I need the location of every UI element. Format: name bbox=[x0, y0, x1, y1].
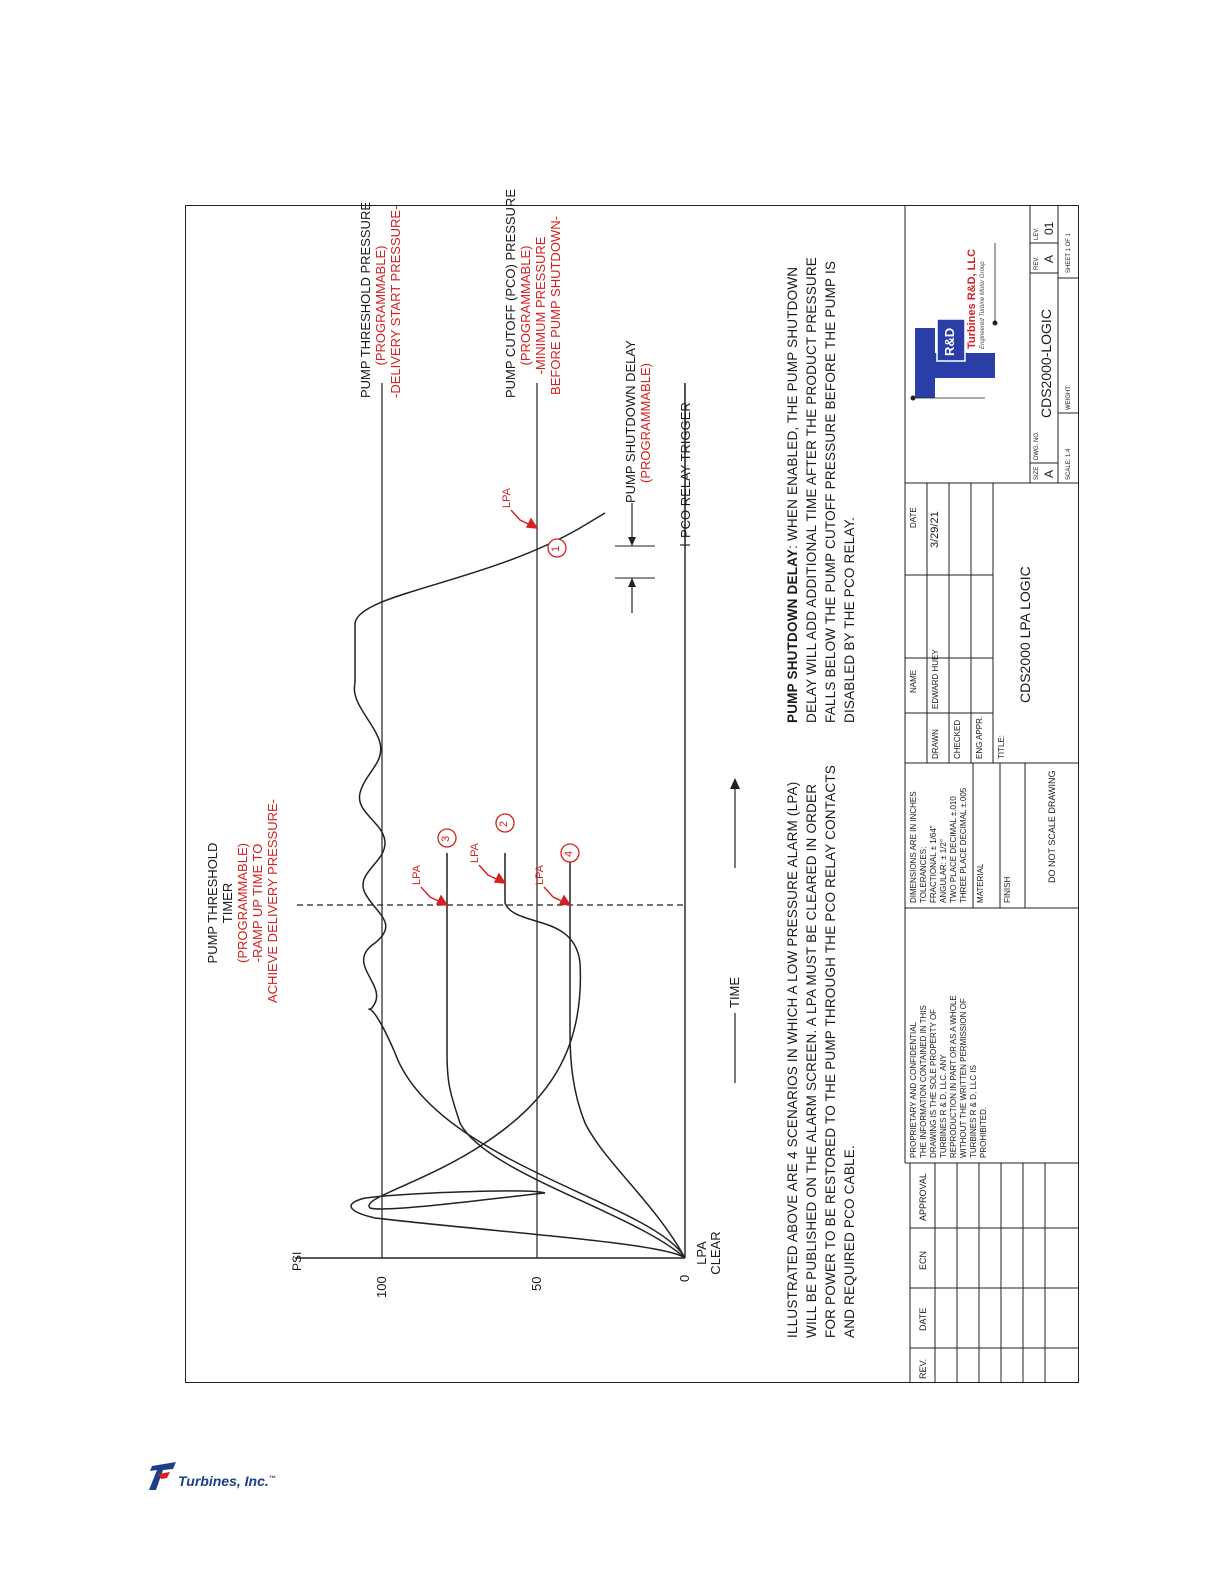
dwg-no-label: DWG. NO. bbox=[1034, 431, 1040, 460]
company-name: Turbines R&D, LLC bbox=[966, 248, 978, 349]
x-axis-label: TIME bbox=[727, 976, 742, 1008]
lev-value: 01 bbox=[1042, 221, 1056, 235]
scenario-number-3: 3 bbox=[440, 835, 452, 842]
dimensions-note: DIMENSIONS ARE IN INCHES TOLERANCES: FRACTIONAL ± 1/64" ANGULAR: ± 1/2° TWO PLACE DECIMAL ±.010 THREE PLACE DECIMAL ±.005 bbox=[909, 787, 968, 903]
turbines-logo-icon bbox=[148, 1460, 178, 1494]
lpa-arrow-2 bbox=[479, 865, 505, 883]
lpa-label-2: LPA bbox=[469, 843, 481, 863]
do-not-scale: DO NOT SCALE DRAWING bbox=[1047, 770, 1057, 883]
eng-appr-label: ENG APPR. bbox=[975, 715, 984, 759]
dwg-no: CDS2000-LOGIC bbox=[1038, 309, 1054, 418]
date-header: DATE bbox=[909, 507, 918, 528]
company-tagline: Engineered Turbine Motor Group bbox=[980, 261, 986, 349]
lpa-arrow-1 bbox=[511, 510, 537, 528]
size-value: A bbox=[1042, 469, 1056, 478]
logo-text: R&D bbox=[942, 327, 957, 356]
lpa-arrow-4 bbox=[544, 887, 570, 905]
title-label: TITLE: bbox=[997, 734, 1006, 759]
material-label: MATERIAL bbox=[976, 863, 985, 903]
scenario-number-1: 1 bbox=[550, 545, 562, 552]
relay-trigger-label: PCO RELAY TRIGGER bbox=[678, 402, 693, 538]
drawn-name: EDWARD HUEY bbox=[931, 649, 940, 709]
scale-label: SCALE: 1:4 bbox=[1066, 448, 1072, 480]
shutdown-delay-label: PUMP SHUTDOWN DELAY (PROGRAMMABLE) bbox=[623, 340, 653, 503]
rotated-drawing bbox=[185, 189, 1079, 1383]
drawing-title: CDS2000 LPA LOGIC bbox=[1017, 566, 1033, 703]
footer-logo-text: Turbines, Inc. bbox=[178, 1473, 269, 1489]
drawn-label: DRAWN bbox=[931, 729, 940, 759]
rev-header-ecn: ECN bbox=[918, 1250, 928, 1270]
time-arrow-head bbox=[730, 778, 740, 789]
y-tick-50: 50 bbox=[529, 1276, 544, 1291]
size-label: SIZE bbox=[1034, 466, 1040, 480]
proprietary-notice: PROPRIETARY AND CONFIDENTIAL THE INFORMATION CONTAINED IN THIS DRAWING IS THE SOLE PROPERTY OF TURBINES R & D, LLC. ANY REPRODUCTION IN PART OR AS A WHOLE WITHOUT THE WRITTEN PERMISSION OF TURBINES R & D, LLC IS PROHIBITED. bbox=[909, 995, 988, 1158]
lpa-arrow-3 bbox=[421, 887, 447, 905]
footer-trademark: ™ bbox=[268, 1475, 276, 1483]
scenario-note: ILLUSTRATED ABOVE ARE 4 SCENARIOS IN WHICH A LOW PRESSURE ALARM (LPA) WILL BE PUBLISHED ON THE ALARM SCREEN. A LPA MUST BE CLEARED IN ORDER FOR POWER TO BE RESTORED TO THE PUMP THROUGH THE PCO RELAY CONTACTS AND REQUIRED PCO CABLE. bbox=[785, 765, 857, 1338]
rev-label: REV. bbox=[1034, 256, 1040, 270]
name-header: NAME bbox=[909, 669, 918, 693]
rev-header-approval: APPROVAL bbox=[918, 1173, 928, 1221]
rev-value: A bbox=[1042, 254, 1056, 263]
rev-header-rev: REV. bbox=[918, 1358, 928, 1379]
lev-label: LEV. bbox=[1034, 227, 1040, 240]
lpa-label-1: LPA bbox=[501, 488, 513, 508]
pco-pressure-label: PUMP CUTOFF (PCO) PRESSURE (PROGRAMMABLE) -MINIMUM PRESSURE BEFORE PUMP SHUTDOWN- bbox=[503, 189, 563, 398]
rev-header-date: DATE bbox=[918, 1307, 928, 1331]
origin-lpa-clear: LPA CLEAR bbox=[694, 1231, 723, 1275]
lpa-label-4: LPA bbox=[534, 865, 546, 885]
y-tick-0: 0 bbox=[677, 1274, 692, 1282]
shutdown-delay-note-title: PUMP SHUTDOWN DELAY bbox=[785, 548, 800, 723]
weight-label: WEIGHT: bbox=[1066, 385, 1072, 410]
sheet-label: SHEET 1 OF 1 bbox=[1066, 233, 1072, 273]
curve-main bbox=[354, 513, 685, 1258]
footer-logo bbox=[148, 1460, 308, 1500]
drawn-date: 3/29/21 bbox=[929, 511, 941, 548]
checked-label: CHECKED bbox=[953, 719, 962, 759]
curve-spike bbox=[351, 850, 685, 1258]
scenario-number-4: 4 bbox=[563, 850, 575, 857]
y-tick-100: 100 bbox=[374, 1276, 389, 1298]
scenario-number-2: 2 bbox=[498, 820, 510, 827]
threshold-pressure-label: PUMP THRESHOLD PRESSURE (PROGRAMMABLE) -DELIVERY START PRESSURE- bbox=[358, 201, 403, 398]
threshold-timer-label: PUMP THRESHOLD TIMER (PROGRAMMABLE) -RAMP UP TIME TO ACHIEVE DELIVERY PRESSURE- bbox=[205, 799, 280, 1003]
finish-label: FINISH bbox=[1003, 876, 1012, 903]
y-axis-label: PSI bbox=[290, 1251, 304, 1271]
lpa-label-3: LPA bbox=[411, 865, 423, 885]
shutdown-delay-note: PUMP SHUTDOWN DELAY: WHEN ENABLED, THE PUMP SHUTDOWN DELAY WILL ADD ADDITIONAL TIME AFTER THE PRODUCT PRESSURE FALLS BELOW THE PUMP CUTOFF PRESSURE BEFORE THE PUMP IS DISABLED BY THE PCO RELAY. bbox=[785, 256, 857, 723]
